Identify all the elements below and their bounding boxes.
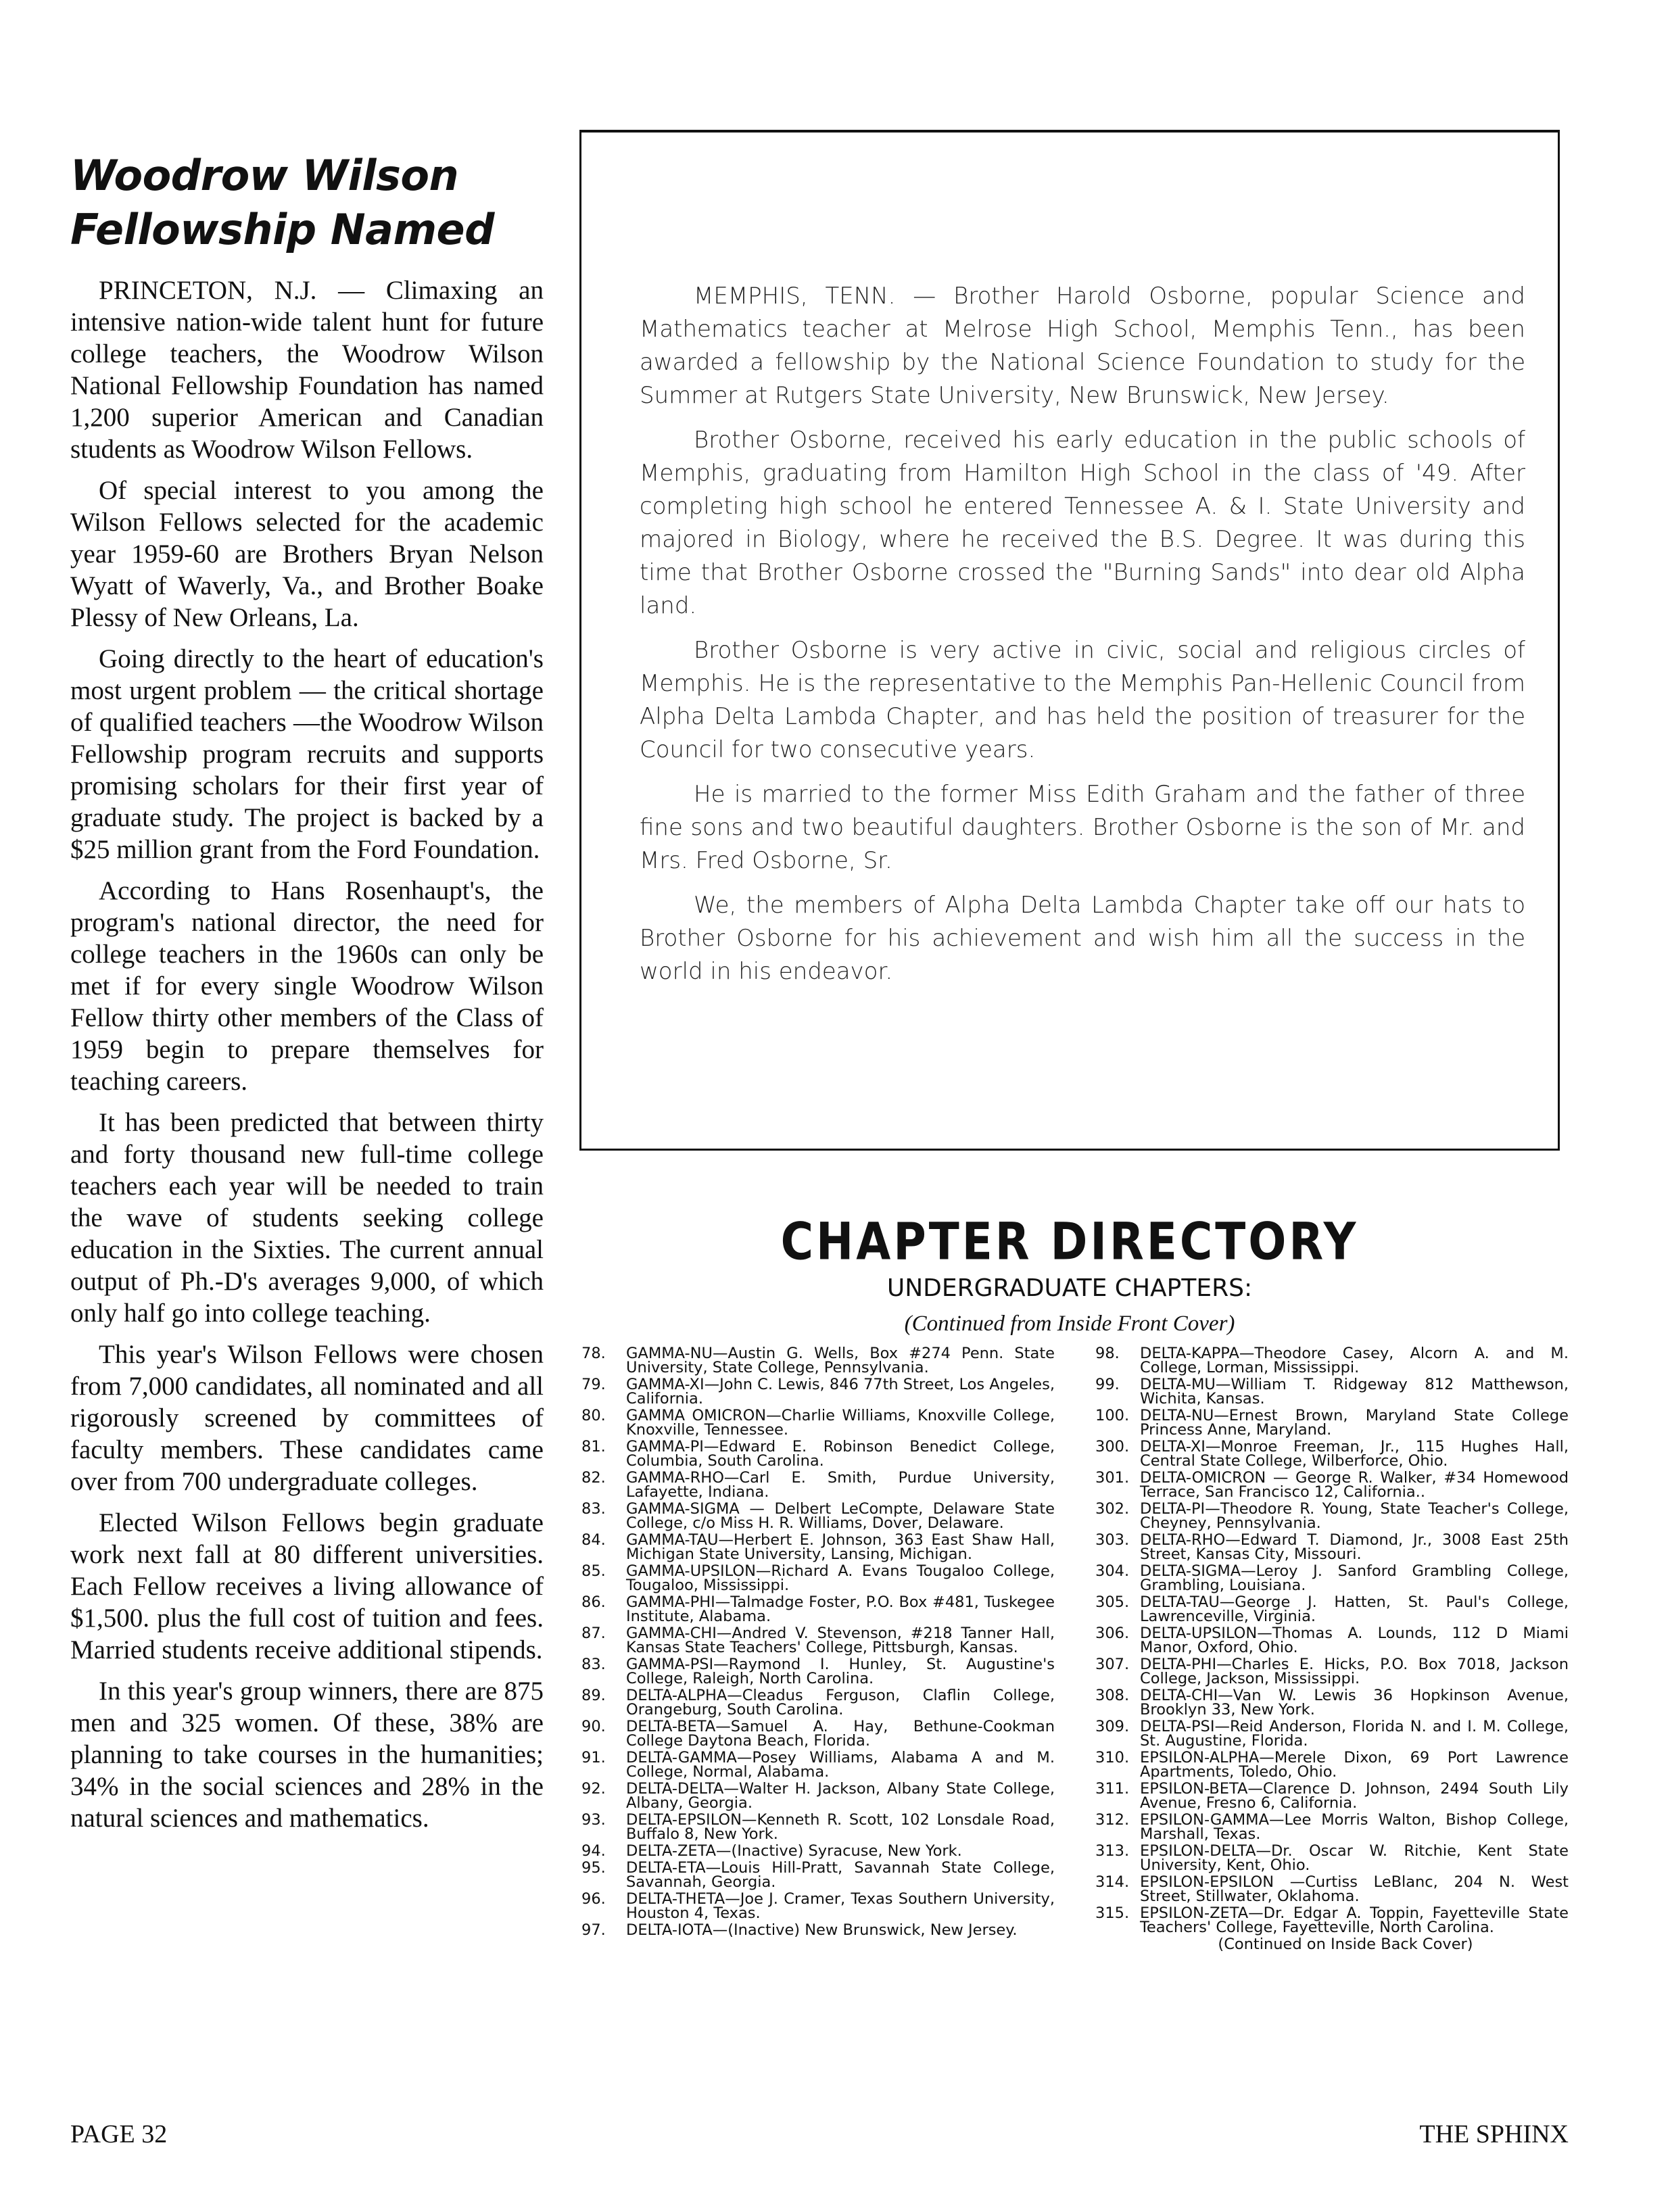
directory-entry [581,1627,1055,1655]
directory-entry [1095,1844,1569,1873]
entry-text: GAMMA-TAU—Herbert E. Johnson, 363 East Shaw Hall, Michigan State University, Lansing, Michigan. [626,1531,1055,1563]
directory-entry [1095,1751,1569,1779]
entry-text: DELTA-TAU—George J. Hatten, St. Paul's College, Lawrenceville, Virginia. [1140,1593,1569,1625]
directory-entry [581,1440,1055,1468]
directory-entry [1095,1658,1569,1686]
entry-number: 89. [581,1687,606,1704]
entry-number: 93. [581,1811,606,1829]
entry-number: 92. [581,1780,606,1798]
entry-text: GAMMA-PI—Edward E. Robinson Benedict College, Columbia, South Carolina. [626,1438,1055,1470]
entry-text: DELTA-MU—William T. Ridgeway 812 Matthewson, Wichita, Kansas. [1140,1376,1569,1408]
entry-number: 305. [1095,1593,1130,1611]
directory-entry [581,1471,1055,1499]
entry-number: 82. [581,1469,606,1487]
entry-number: 315. [1095,1904,1130,1922]
entry-number: 86. [581,1593,606,1611]
entry-number: 95. [581,1859,606,1877]
box-article-body [640,280,1525,1000]
entry-text: DELTA-CHI—Van W. Lewis 36 Hopkinson Avenue, Brooklyn 33, New York. [1140,1687,1569,1718]
directory-entry [581,1347,1055,1375]
entry-number: 98. [1095,1345,1120,1362]
page-number: PAGE 32 [70,2120,168,2148]
entry-number: 313. [1095,1842,1130,1860]
entry-text: EPSILON-DELTA—Dr. Oscar W. Ritchie, Kent State University, Kent, Ohio. [1140,1842,1569,1874]
directory-entry [581,1409,1055,1437]
entry-number: 311. [1095,1780,1130,1798]
directory-entry [1095,1378,1569,1406]
entry-text: GAMMA-PHI—Talmadge Foster, P.O. Box #481, Tuskegee Institute, Alabama. [626,1593,1055,1625]
entry-text: DELTA-ZETA—(Inactive) Syracuse, New York. [626,1842,962,1860]
directory-left-column [581,1347,1055,1940]
entry-number: 300. [1095,1438,1130,1456]
entry-text: EPSILON-EPSILON —Curtiss LeBlanc, 204 N. West Street, Stillwater, Oklahoma. [1140,1873,1569,1905]
entry-text: GAMMA-SIGMA — Delbert LeCompte, Delaware State College, c/o Miss H. R. Williams, Dover, Delaware. [626,1500,1055,1532]
box-paragraph: Brother Osborne, received his early education in the public schools of Memphis, graduating from Hamilton High School in the class of '49. After completing high school he entered Tennessee A. & I. State University and majored in Biology, where he received the B.S. Degree. It was during this time that Brother Osborne crossed the "Burning Sands" into dear old Alpha land. [640,427,1525,619]
entry-number: 97. [581,1921,606,1939]
directory-subtitle: UNDERGRADUATE CHAPTERS: [886,1274,1253,1302]
directory-entry [1095,1813,1569,1842]
directory-entry [581,1844,1055,1858]
entry-number: 307. [1095,1656,1130,1673]
entry-text: DELTA-UPSILON—Thomas A. Lounds, 112 D Miami Manor, Oxford, Ohio. [1140,1625,1569,1656]
entry-number: 99. [1095,1376,1120,1393]
entry-text: EPSILON-ZETA—Dr. Edgar A. Toppin, Fayetteville State Teachers' College, Fayetteville, North Carolina. [1140,1904,1569,1936]
directory-entry [581,1564,1055,1593]
headline-line-2: Fellowship Named [70,205,494,254]
entry-number: 96. [581,1890,606,1908]
directory-entry [581,1658,1055,1686]
entry-number: 79. [581,1376,606,1393]
entry-number: 78. [581,1345,606,1362]
article-paragraph: Of special interest to you among the Wilson Fellows selected for the academic year 1959-60 are Brothers Bryan Nelson Wyatt of Waverly, Va., and Brother Boake Plessy of New Orleans, La. [70,476,544,632]
directory-entry [1095,1875,1569,1904]
entry-number: 306. [1095,1625,1130,1642]
entry-text: DELTA-PI—Theodore R. Young, State Teacher's College, Cheyney, Pennsylvania. [1140,1500,1569,1532]
directory-entry [1095,1502,1569,1531]
entry-number: 91. [581,1749,606,1766]
directory-entry [1095,1627,1569,1655]
entry-text: DELTA-NU—Ernest Brown, Maryland State College Princess Anne, Maryland. [1140,1407,1569,1439]
entry-number: 81. [581,1438,606,1456]
directory-right-column [1095,1347,1569,1952]
directory-entry [581,1720,1055,1748]
entry-text: GAMMA-UPSILON—Richard A. Evans Tougaloo College, Tougaloo, Mississippi. [626,1562,1055,1594]
entry-number: 83. [581,1656,606,1673]
entry-text: DELTA-SIGMA—Leroy J. Sanford Grambling College, Grambling, Louisiana. [1140,1562,1569,1594]
article-paragraph: It has been predicted that between thirty and forty thousand new full-time college teachers each year will be needed to train the wave of students seeking college education in the Sixties. The current annual output of Ph.-D's averages 9,000, of which only half go into college teaching. [70,1108,544,1328]
entry-number: 304. [1095,1562,1130,1580]
box-paragraph: We, the members of Alpha Delta Lambda Chapter take off our hats to Brother Osborne for his achievement and wish him all the success in the world in his endeavor. [640,892,1525,985]
directory-entry [581,1923,1055,1938]
directory-entry [1095,1720,1569,1748]
entry-text: GAMMA-CHI—Andred V. Stevenson, #218 Tanner Hall, Kansas State Teachers' College, Pittsburgh, Kansas. [626,1625,1055,1656]
entry-text: GAMMA-NU—Austin G. Wells, Box #274 Penn. State University, State College, Pennsylvania. [626,1345,1055,1376]
directory-entry [581,1813,1055,1842]
entry-number: 309. [1095,1718,1130,1735]
directory-entry [1095,1595,1569,1624]
entry-number: 312. [1095,1811,1130,1829]
entry-number: 84. [581,1531,606,1549]
article-paragraph: According to Hans Rosenhaupt's, the program's national director, the need for college teachers in the 1960s can only be met if for every single Woodrow Wilson Fellow thirty other members of the Class of 1959 begin to prepare themselves for teaching careers. [70,876,544,1096]
entry-number: 310. [1095,1749,1130,1766]
directory-continued-on: (Continued on Inside Back Cover) [1218,1936,1473,1953]
entry-text: GAMMA-XI—John C. Lewis, 846 77th Street, Los Angeles, California. [626,1376,1055,1408]
entry-text: GAMMA-RHO—Carl E. Smith, Purdue University, Lafayette, Indiana. [626,1469,1055,1501]
entry-number: 302. [1095,1500,1130,1518]
osborne-article-box [579,130,1560,1151]
entry-number: 80. [581,1407,606,1424]
entry-text: DELTA-XI—Monroe Freeman, Jr., 115 Hughes Hall, Central State College, Wilberforce, Ohio. [1140,1438,1569,1470]
entry-text: EPSILON-BETA—Clarence D. Johnson, 2494 South Lily Avenue, Fresno 6, California. [1140,1780,1569,1812]
publication-name: THE SPHINX [1419,2120,1569,2148]
entry-text: DELTA-PHI—Charles E. Hicks, P.O. Box 7018, Jackson College, Jackson, Mississippi. [1140,1656,1569,1687]
entry-text: DELTA-GAMMA—Posey Williams, Alabama A and M. College, Normal, Alabama. [626,1749,1055,1781]
directory-entry [581,1533,1055,1562]
directory-entry [581,1378,1055,1406]
entry-number: 94. [581,1842,606,1860]
entry-text: DELTA-ETA—Louis Hill-Pratt, Savannah State College, Savannah, Georgia. [626,1859,1055,1891]
entry-text: DELTA-DELTA—Walter H. Jackson, Albany State College, Albany, Georgia. [626,1780,1055,1812]
entry-number: 85. [581,1562,606,1580]
directory-entry [581,1689,1055,1717]
entry-number: 87. [581,1625,606,1642]
directory-entry [1095,1906,1569,1935]
headline-line-1: Woodrow Wilson [70,151,459,200]
article-paragraph: Going directly to the heart of education's most urgent problem — the critical shortage of qualified teachers —the Woodrow Wilson Fellowship program recruits and supports promising scholars for their first year of graduate study. The project is backed by a $25 million grant from the Ford Foundation. [70,644,544,864]
article-paragraph: This year's Wilson Fellows were chosen from 7,000 candidates, all nominated and all rigorously screened by committees of faculty members. These candidates came over from 700 undergraduate colleges. [70,1340,544,1496]
directory-entry [581,1595,1055,1624]
directory-entry [581,1751,1055,1779]
entry-number: 308. [1095,1687,1130,1704]
entry-number: 301. [1095,1469,1130,1487]
article-headline [70,149,544,257]
directory-title: CHAPTER DIRECTORY [780,1211,1359,1272]
entry-number: 100. [1095,1407,1130,1424]
entry-text: DELTA-RHO—Edward T. Diamond, Jr., 3008 East 25th Street, Kansas City, Missouri. [1140,1531,1569,1563]
entry-text: DELTA-OMICRON — George R. Walker, #34 Homewood Terrace, San Francisco 12, California.. [1140,1469,1569,1501]
box-paragraph: Brother Osborne is very active in civic, social and religious circles of Memphis. He is the representative to the Memphis Pan-Hellenic Council from Alpha Delta Lambda Chapter, and has held the position of treasurer for the Council for two consecutive years. [640,637,1525,763]
directory-entry [1095,1471,1569,1499]
directory-entry [1095,1782,1569,1810]
entry-text: DELTA-PSI—Reid Anderson, Florida N. and I. M. College, St. Augustine, Florida. [1140,1718,1569,1750]
directory-entry [581,1502,1055,1531]
entry-text: GAMMA OMICRON—Charlie Williams, Knoxville College, Knoxville, Tennessee. [626,1407,1055,1439]
article-paragraph: PRINCETON, N.J. — Climaxing an intensive nation-wide talent hunt for future college teachers, the Woodrow Wilson National Fellowship Foundation has named 1,200 superior American and Canadian students as Woodrow Wilson Fellows. [70,276,544,464]
entry-number: 303. [1095,1531,1130,1549]
entry-text: EPSILON-ALPHA—Merele Dixon, 69 Port Lawrence Apartments, Toledo, Ohio. [1140,1749,1569,1781]
entry-text: EPSILON-GAMMA—Lee Morris Walton, Bishop College, Marshall, Texas. [1140,1811,1569,1843]
directory-entry [1095,1440,1569,1468]
directory-entry [1095,1409,1569,1437]
article-body [70,274,544,1834]
entry-number: 83. [581,1500,606,1518]
box-paragraph: MEMPHIS, TENN. — Brother Harold Osborne, popular Science and Mathematics teacher at Melrose High School, Memphis Tenn., has been awarded a fellowship by the National Science Foundation to study for the Summer at Rutgers State University, New Brunswick, New Jersey. [640,283,1525,409]
directory-continued-from: (Continued from Inside Front Cover) [904,1312,1235,1336]
entry-text: DELTA-ALPHA—Cleadus Ferguson, Claflin College, Orangeburg, South Carolina. [626,1687,1055,1718]
entry-text: DELTA-THETA—Joe J. Cramer, Texas Southern University, Houston 4, Texas. [626,1890,1055,1922]
woodrow-wilson-article [70,149,544,1844]
directory-entry [1095,1689,1569,1717]
entry-number: 90. [581,1718,606,1735]
directory-entry [1095,1564,1569,1593]
entry-text: DELTA-EPSILON—Kenneth R. Scott, 102 Lonsdale Road, Buffalo 8, New York. [626,1811,1055,1843]
entry-text: DELTA-BETA—Samuel A. Hay, Bethune-Cookman College Daytona Beach, Florida. [626,1718,1055,1750]
article-paragraph: Elected Wilson Fellows begin graduate work next fall at 80 different universities. Each Fellow receives a living allowance of $1,500. plus the full cost of tuition and fees. Married students receive additional stipends. [70,1508,544,1664]
directory-entry [581,1892,1055,1921]
directory-entry [1095,1347,1569,1375]
directory-entry [581,1782,1055,1810]
entry-text: DELTA-KAPPA—Theodore Casey, Alcorn A. and M. College, Lorman, Mississippi. [1140,1345,1569,1376]
article-paragraph: In this year's group winners, there are 875 men and 325 women. Of these, 38% are planning to take courses in the humanities; 34% in the social sciences and 28% in the natural sciences and mathematics. [70,1677,544,1833]
entry-text: GAMMA-PSI—Raymond I. Hunley, St. Augustine's College, Raleigh, North Carolina. [626,1656,1055,1687]
directory-entry [1095,1533,1569,1562]
entry-text: DELTA-IOTA—(Inactive) New Brunswick, New Jersey. [626,1921,1018,1939]
directory-entry [581,1861,1055,1890]
box-paragraph: He is married to the former Miss Edith Graham and the father of three fine sons and two beautiful daughters. Brother Osborne is the son of Mr. and Mrs. Fred Osborne, Sr. [640,781,1525,874]
entry-number: 314. [1095,1873,1130,1891]
